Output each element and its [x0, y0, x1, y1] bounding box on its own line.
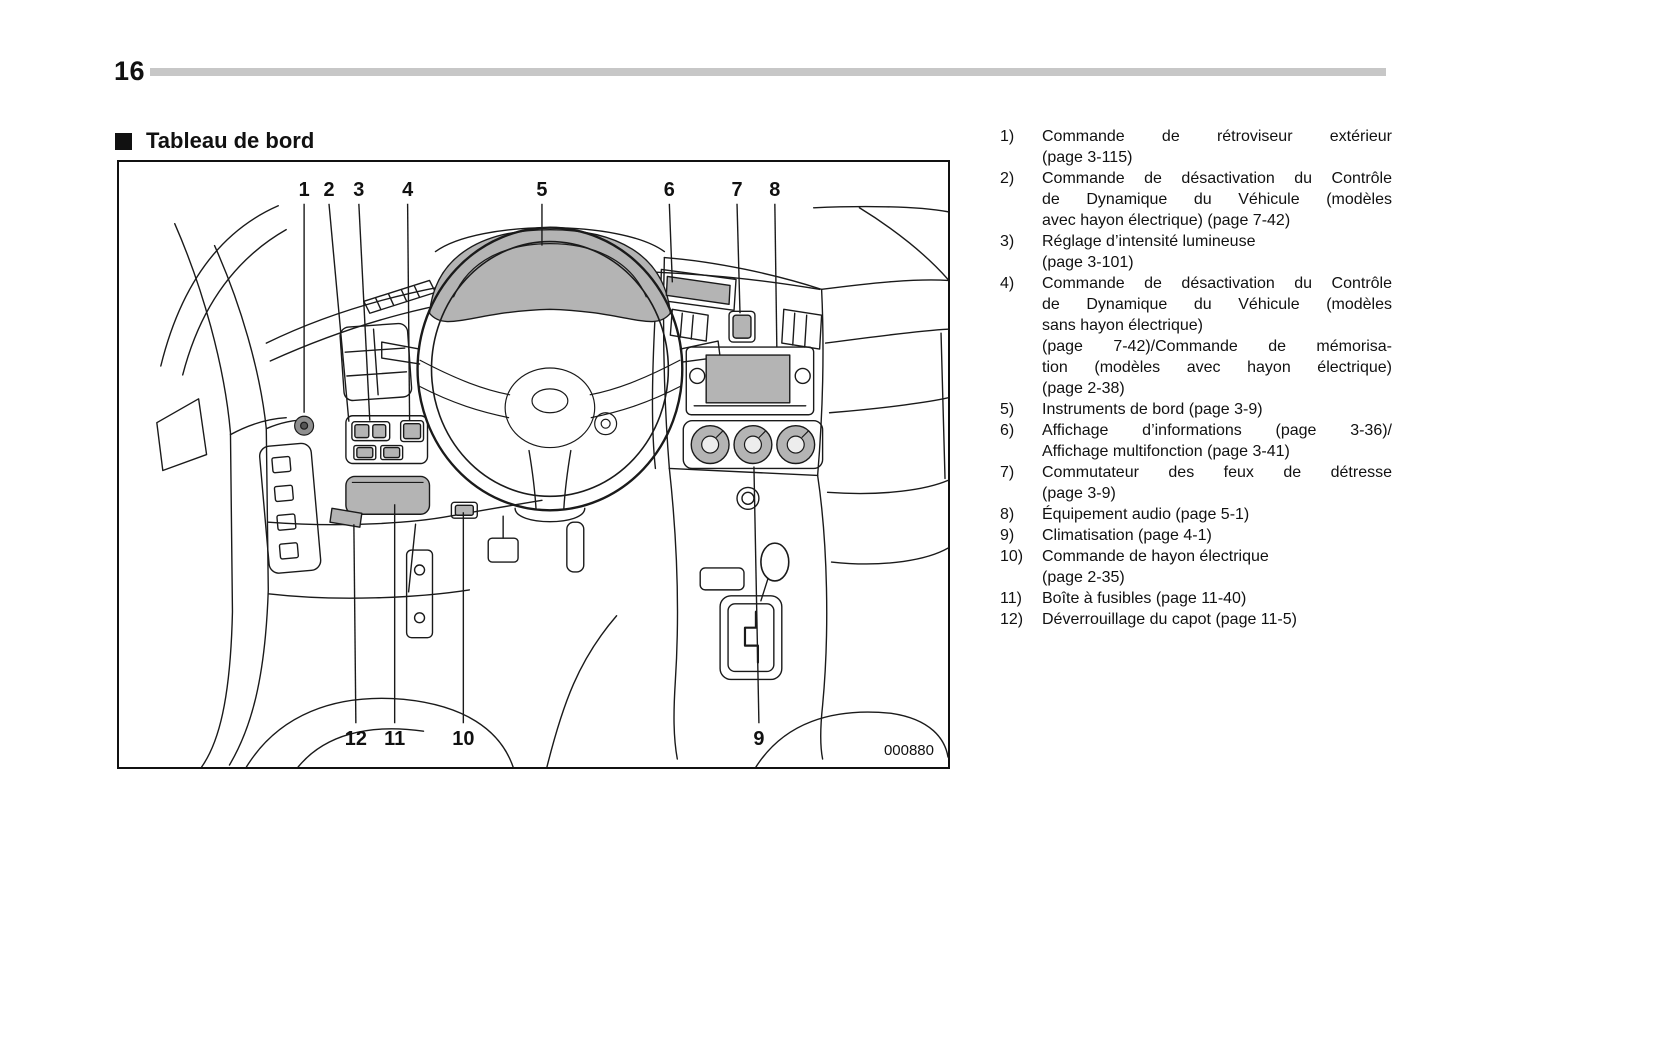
legend-item — [1000, 588, 1392, 609]
memory-button — [404, 424, 421, 439]
legend-item — [1000, 525, 1392, 546]
legend-item — [1000, 231, 1392, 273]
legend-item-text: Instruments de bord (page 3-9) — [1042, 401, 1263, 418]
legend-item — [1000, 504, 1392, 525]
legend-item — [1000, 546, 1392, 588]
legend-item — [1000, 609, 1392, 630]
tailgate-switch — [455, 505, 473, 515]
dimmer-button — [373, 425, 386, 438]
legend-item — [1000, 273, 1392, 399]
legend-item-text: Commande de rétroviseur extérieur (page 3-115) — [1042, 128, 1392, 166]
callout-11: 11 — [384, 728, 406, 751]
legend-item-number: 11) — [1000, 590, 1022, 607]
section-bullet-icon — [115, 133, 132, 150]
legend-list — [1000, 126, 1392, 630]
callout-3: 3 — [353, 178, 365, 201]
dashboard-diagram — [119, 162, 948, 767]
legend-item-text: Boîte à fusibles (page 11-40) — [1042, 590, 1247, 607]
header-rule — [150, 68, 1386, 76]
legend-item-number: 10) — [1000, 548, 1024, 565]
legend-item-number: 5) — [1000, 401, 1015, 418]
section-header — [115, 128, 314, 154]
callout-10: 10 — [452, 728, 475, 751]
legend-item-number: 3) — [1000, 233, 1015, 250]
legend-item — [1000, 126, 1392, 168]
callout-9: 9 — [753, 728, 765, 751]
callout-5: 5 — [536, 178, 548, 201]
left-air-vent — [340, 323, 413, 401]
legend-item — [1000, 462, 1392, 504]
legend-item-text: Affichage d’informations (page 3-36)/ Affichage multifonction (page 3-41) — [1042, 422, 1392, 460]
legend-item — [1000, 168, 1392, 231]
legend-item-number: 12) — [1000, 611, 1024, 628]
legend-item — [1000, 399, 1392, 420]
callout-8: 8 — [769, 178, 781, 201]
legend-item-text: Climatisation (page 4-1) — [1042, 527, 1212, 544]
dashboard-figure — [117, 160, 950, 769]
figure-code: 000880 — [883, 742, 934, 759]
vdc-off-button — [355, 425, 369, 438]
legend-item-number: 1) — [1000, 128, 1015, 145]
legend-item-number: 8) — [1000, 506, 1015, 523]
shift-knob — [761, 543, 789, 581]
window-switch-panel — [259, 443, 322, 574]
callout-6: 6 — [663, 178, 675, 201]
legend-item-text: Commande de hayon électrique (page 2-35) — [1042, 548, 1269, 586]
legend-item-text: Équipement audio (page 5-1) — [1042, 506, 1250, 523]
legend-item-text: Commande de désactivation du Contrôle de Dynamique du Véhicule (modèles sans hayon électrique) (page 7-42)/Commande de mémorisa- tion (modèles avec hayon électrique) (page 2-38) — [1042, 275, 1392, 397]
callout-2: 2 — [323, 178, 335, 201]
callout-1: 1 — [298, 178, 310, 201]
legend-item-text: Commutateur des feux de détresse (page 3-9) — [1042, 464, 1392, 502]
multifunction-display — [666, 276, 730, 304]
section-title: Tableau de bord — [146, 128, 315, 153]
legend-item-number: 7) — [1000, 464, 1015, 481]
legend-item-number: 4) — [1000, 275, 1015, 292]
legend-item-text: Commande de désactivation du Contrôle de Dynamique du Véhicule (modèles avec hayon électrique) (page 7-42) — [1042, 170, 1392, 229]
hazard-switch — [733, 315, 751, 338]
legend-item-text: Déverrouillage du capot (page 11-5) — [1042, 611, 1297, 628]
legend-item-number: 6) — [1000, 422, 1015, 439]
callout-12: 12 — [344, 728, 367, 751]
legend-item-number: 9) — [1000, 527, 1015, 544]
callout-7: 7 — [731, 178, 743, 201]
callout-4: 4 — [402, 178, 414, 201]
legend-item — [1000, 420, 1392, 462]
legend-item-number: 2) — [1000, 170, 1015, 187]
shifter-gate — [720, 596, 782, 680]
legend-item-text: Réglage d’intensité lumineuse (page 3-101) — [1042, 233, 1256, 271]
audio-screen — [706, 355, 790, 403]
page-number: 16 — [114, 56, 146, 86]
